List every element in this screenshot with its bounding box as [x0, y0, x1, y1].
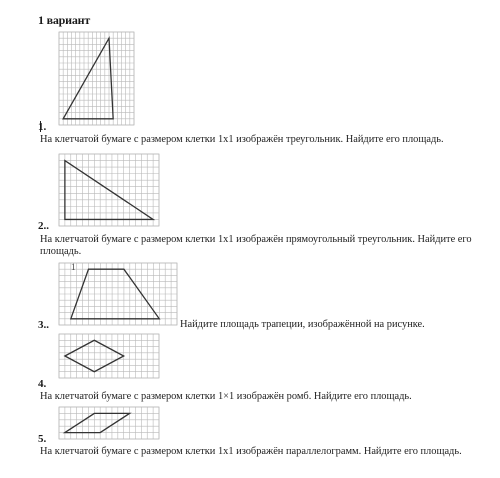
variant-title: 1 вариант — [38, 13, 91, 27]
grid-lines — [59, 32, 134, 125]
right-triangle-shape — [65, 161, 153, 220]
task-number: 5. — [38, 433, 47, 445]
triangle-grid-figure — [58, 31, 135, 126]
task-text: На клетчатой бумаге с размером клетки 1х1 изображён параллелограмм. Найдите его площадь. — [40, 446, 462, 457]
grid-frame — [59, 407, 159, 439]
task-text: На клетчатой бумаге с размером клетки 1×1 изображён ромб. Найдите его площадь. — [40, 391, 412, 402]
parallelogram-grid-figure — [58, 406, 160, 440]
grid-lines — [59, 263, 177, 325]
task-number: 4. — [38, 378, 47, 390]
trapezoid-grid-figure — [58, 262, 178, 326]
task-number: 1. — [38, 121, 47, 133]
parallelogram-shape — [65, 413, 130, 432]
task-text: На клетчатой бумаге с размером клетки 1х1 изображён треугольник. Найдите его площадь. — [40, 134, 444, 145]
grid-frame — [59, 334, 159, 378]
task-text: На клетчатой бумаге с размером клетки 1х1 изображён прямоугольный треугольник. Найдите его площадь. — [40, 234, 472, 257]
task-number: 2.. — [38, 220, 49, 232]
right-triangle-grid-figure — [58, 153, 160, 227]
grid-lines — [59, 334, 159, 378]
grid-lines — [59, 407, 159, 439]
figure-corner-label: 1 — [71, 262, 76, 272]
task-number: 3.. — [38, 319, 49, 331]
rhombus-grid-figure — [58, 333, 160, 379]
task-text: Найдите площадь трапеции, изображённой на рисунке. — [180, 319, 425, 330]
